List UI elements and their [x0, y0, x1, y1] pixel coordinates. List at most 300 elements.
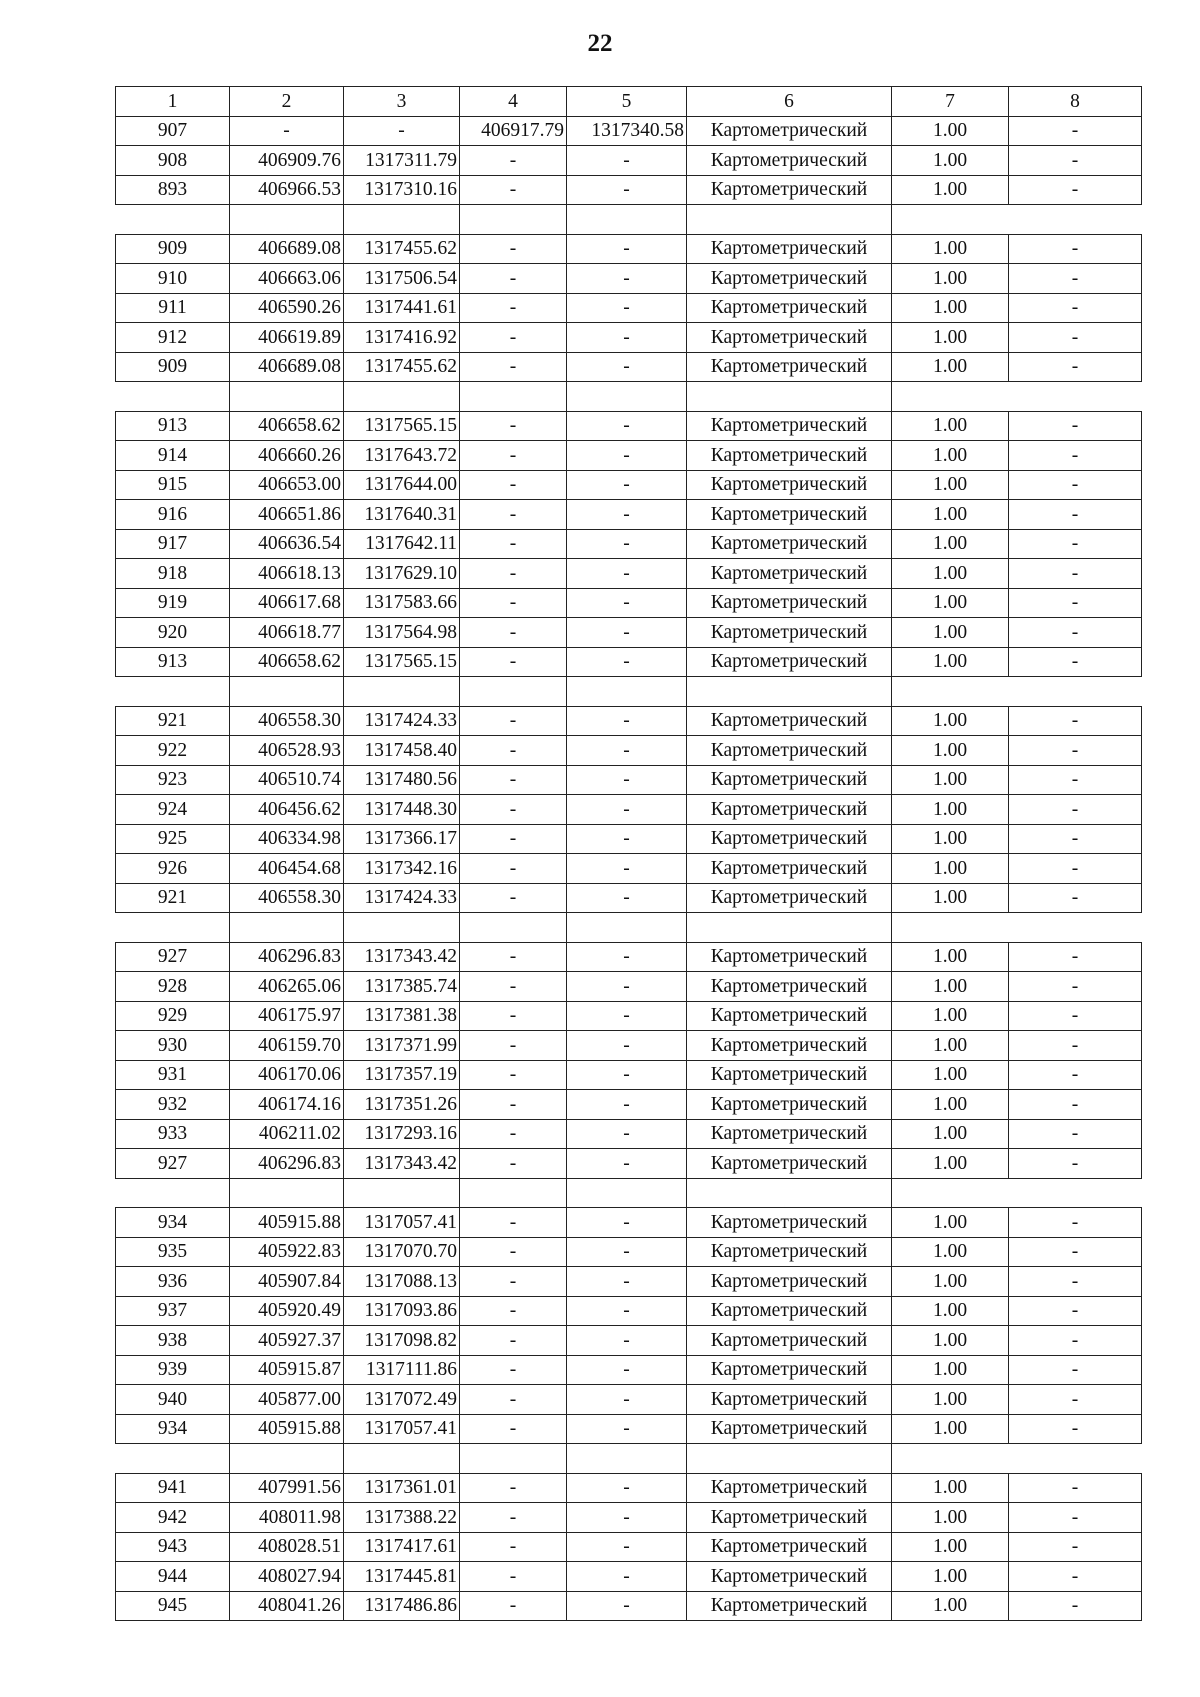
empty-cell	[460, 1444, 567, 1474]
table-cell: Картометрический	[687, 1562, 892, 1592]
table-cell: -	[1009, 411, 1142, 441]
table-cell: -	[567, 1060, 687, 1090]
table-header-row	[116, 87, 1142, 117]
table-cell: -	[567, 618, 687, 648]
table-row	[116, 1355, 1142, 1385]
table-cell: -	[1009, 500, 1142, 530]
table-cell: -	[567, 795, 687, 825]
table-cell: 1317342.16	[344, 854, 460, 884]
table-cell: 1317357.19	[344, 1060, 460, 1090]
table-cell: 406618.77	[230, 618, 344, 648]
table-cell: 893	[116, 175, 230, 205]
table-cell: -	[1009, 1473, 1142, 1503]
table-cell: 1.00	[892, 1149, 1009, 1179]
table-cell: 1317565.15	[344, 411, 460, 441]
empty-cell	[687, 913, 892, 943]
table-cell: 1.00	[892, 765, 1009, 795]
table-row	[116, 146, 1142, 176]
table-cell: -	[460, 234, 567, 264]
table-cell: -	[460, 352, 567, 382]
empty-cell	[687, 382, 892, 412]
separator-row	[116, 1444, 1142, 1474]
table-cell: -	[567, 352, 687, 382]
table-cell: Картометрический	[687, 1149, 892, 1179]
table-cell: -	[460, 1503, 567, 1533]
empty-cell	[460, 677, 567, 707]
table-cell: 1.00	[892, 441, 1009, 471]
empty-cell	[687, 1444, 892, 1474]
table-cell: Картометрический	[687, 1326, 892, 1356]
table-cell: 406170.06	[230, 1060, 344, 1090]
table-cell: 1.00	[892, 1001, 1009, 1031]
empty-cell	[892, 205, 1009, 235]
table-row	[116, 1326, 1142, 1356]
table-cell: -	[567, 529, 687, 559]
table-cell: 918	[116, 559, 230, 589]
table-cell: -	[567, 323, 687, 353]
column-header: 5	[567, 87, 687, 117]
table-row	[116, 411, 1142, 441]
table-cell: -	[567, 1326, 687, 1356]
table-cell: 1317564.98	[344, 618, 460, 648]
empty-cell	[344, 1444, 460, 1474]
table-cell: 405907.84	[230, 1267, 344, 1297]
table-cell: 407991.56	[230, 1473, 344, 1503]
empty-cell	[567, 205, 687, 235]
table-cell: 1317455.62	[344, 352, 460, 382]
table-cell: Картометрический	[687, 470, 892, 500]
table-row	[116, 618, 1142, 648]
table-cell: -	[460, 854, 567, 884]
table-cell: 408028.51	[230, 1532, 344, 1562]
separator-row	[116, 913, 1142, 943]
column-header: 4	[460, 87, 567, 117]
table-cell: 406590.26	[230, 293, 344, 323]
table-cell: Картометрический	[687, 854, 892, 884]
table-row	[116, 1385, 1142, 1415]
empty-cell	[1009, 1444, 1142, 1474]
table-cell: 913	[116, 647, 230, 677]
table-cell: 406658.62	[230, 647, 344, 677]
table-cell: 1317098.82	[344, 1326, 460, 1356]
table-cell: 1.00	[892, 795, 1009, 825]
table-cell: Картометрический	[687, 529, 892, 559]
table-row	[116, 1296, 1142, 1326]
table-cell: 1.00	[892, 824, 1009, 854]
table-cell: 1317455.62	[344, 234, 460, 264]
table-cell: -	[567, 234, 687, 264]
table-cell: -	[567, 942, 687, 972]
table-row	[116, 1591, 1142, 1621]
table-cell: Картометрический	[687, 146, 892, 176]
table-cell: 1317311.79	[344, 146, 460, 176]
table-cell: -	[1009, 264, 1142, 294]
table-row	[116, 972, 1142, 1002]
table-cell: -	[1009, 175, 1142, 205]
table-cell: Картометрический	[687, 1473, 892, 1503]
empty-cell	[567, 913, 687, 943]
table-cell: 1.00	[892, 1355, 1009, 1385]
table-cell: 933	[116, 1119, 230, 1149]
table-cell: -	[567, 647, 687, 677]
table-cell: -	[460, 1326, 567, 1356]
table-cell: 931	[116, 1060, 230, 1090]
table-cell: -	[1009, 441, 1142, 471]
table-cell: -	[460, 1473, 567, 1503]
table-cell: 1.00	[892, 264, 1009, 294]
table-cell: Картометрический	[687, 323, 892, 353]
table-cell: -	[460, 1031, 567, 1061]
empty-cell	[344, 677, 460, 707]
table-cell: 941	[116, 1473, 230, 1503]
table-cell: 1317070.70	[344, 1237, 460, 1267]
table-cell: 406528.93	[230, 736, 344, 766]
table-row	[116, 854, 1142, 884]
table-row	[116, 116, 1142, 146]
table-cell: 1317340.58	[567, 116, 687, 146]
table-cell: Картометрический	[687, 795, 892, 825]
table-cell: -	[460, 1119, 567, 1149]
table-cell: 1.00	[892, 293, 1009, 323]
table-cell: -	[1009, 706, 1142, 736]
table-cell: 1317629.10	[344, 559, 460, 589]
empty-cell	[230, 677, 344, 707]
column-header: 2	[230, 87, 344, 117]
table-row	[116, 1208, 1142, 1238]
table-cell: 1317366.17	[344, 824, 460, 854]
table-cell: Картометрический	[687, 1414, 892, 1444]
table-row	[116, 1090, 1142, 1120]
table-cell: 408041.26	[230, 1591, 344, 1621]
table-cell: 406660.26	[230, 441, 344, 471]
table-cell: 923	[116, 765, 230, 795]
table-cell: 926	[116, 854, 230, 884]
table-cell: -	[460, 1296, 567, 1326]
table-cell: 908	[116, 146, 230, 176]
table-cell: -	[1009, 824, 1142, 854]
table-cell: 406296.83	[230, 1149, 344, 1179]
table-cell: 937	[116, 1296, 230, 1326]
table-cell: 917	[116, 529, 230, 559]
table-cell: 911	[116, 293, 230, 323]
table-cell: -	[1009, 1031, 1142, 1061]
empty-cell	[567, 677, 687, 707]
table-cell: -	[567, 588, 687, 618]
table-cell: 406265.06	[230, 972, 344, 1002]
table-cell: -	[1009, 1090, 1142, 1120]
table-cell: -	[1009, 765, 1142, 795]
table-row	[116, 765, 1142, 795]
table-cell: Картометрический	[687, 1119, 892, 1149]
table-cell: 1.00	[892, 559, 1009, 589]
table-cell: 1317643.72	[344, 441, 460, 471]
empty-cell	[230, 913, 344, 943]
table-cell: 1317417.61	[344, 1532, 460, 1562]
empty-cell	[460, 382, 567, 412]
table-cell: 1317351.26	[344, 1090, 460, 1120]
table-cell: -	[567, 559, 687, 589]
empty-cell	[344, 1178, 460, 1208]
table-row	[116, 883, 1142, 913]
table-cell: 1317640.31	[344, 500, 460, 530]
table-cell: Картометрический	[687, 647, 892, 677]
table-cell: 406658.62	[230, 411, 344, 441]
table-cell: -	[567, 883, 687, 913]
table-cell: 1.00	[892, 1296, 1009, 1326]
table-cell: -	[460, 323, 567, 353]
table-cell: 1.00	[892, 1267, 1009, 1297]
table-cell: 1317448.30	[344, 795, 460, 825]
table-cell: 909	[116, 234, 230, 264]
table-cell: 406663.06	[230, 264, 344, 294]
column-header: 8	[1009, 87, 1142, 117]
table-row	[116, 1503, 1142, 1533]
table-cell: 406174.16	[230, 1090, 344, 1120]
table-cell: -	[567, 1532, 687, 1562]
empty-cell	[892, 382, 1009, 412]
table-row	[116, 795, 1142, 825]
table-cell: -	[460, 942, 567, 972]
table-cell: -	[460, 824, 567, 854]
table-cell: Картометрический	[687, 441, 892, 471]
table-cell: 1.00	[892, 1326, 1009, 1356]
table-row	[116, 1119, 1142, 1149]
table-cell: 1.00	[892, 706, 1009, 736]
table-cell: -	[567, 1473, 687, 1503]
table-cell: Картометрический	[687, 500, 892, 530]
table-cell: -	[567, 1001, 687, 1031]
table-cell: -	[567, 1149, 687, 1179]
table-cell: 406558.30	[230, 883, 344, 913]
table-cell: 406159.70	[230, 1031, 344, 1061]
table-cell: 1.00	[892, 588, 1009, 618]
table-cell: -	[1009, 1001, 1142, 1031]
table-cell: 1.00	[892, 1031, 1009, 1061]
table-cell: Картометрический	[687, 1355, 892, 1385]
table-cell: -	[460, 1237, 567, 1267]
table-cell: 405922.83	[230, 1237, 344, 1267]
table-cell: -	[1009, 1355, 1142, 1385]
table-cell: Картометрический	[687, 1591, 892, 1621]
table-cell: 913	[116, 411, 230, 441]
table-cell: -	[567, 175, 687, 205]
empty-cell	[892, 1444, 1009, 1474]
table-cell: Картометрический	[687, 1090, 892, 1120]
table-cell: 922	[116, 736, 230, 766]
table-cell: 920	[116, 618, 230, 648]
table-cell: 936	[116, 1267, 230, 1297]
table-cell: -	[1009, 588, 1142, 618]
table-cell: -	[1009, 1503, 1142, 1533]
empty-cell	[116, 1444, 230, 1474]
table-cell: -	[460, 647, 567, 677]
table-cell: 1.00	[892, 146, 1009, 176]
empty-cell	[230, 1178, 344, 1208]
table-cell: -	[567, 1385, 687, 1415]
table-row	[116, 1414, 1142, 1444]
table-cell: -	[1009, 1149, 1142, 1179]
table-cell: Картометрический	[687, 1532, 892, 1562]
table-cell: 938	[116, 1326, 230, 1356]
table-cell: -	[567, 1503, 687, 1533]
table-cell: 405877.00	[230, 1385, 344, 1415]
table-cell: 1.00	[892, 175, 1009, 205]
table-cell: Картометрический	[687, 264, 892, 294]
empty-cell	[892, 1178, 1009, 1208]
table-cell: -	[567, 1296, 687, 1326]
table-cell: 927	[116, 1149, 230, 1179]
coordinates-table	[115, 86, 1142, 1621]
empty-cell	[230, 205, 344, 235]
empty-cell	[116, 1178, 230, 1208]
table-cell: -	[567, 1267, 687, 1297]
table-cell: 408011.98	[230, 1503, 344, 1533]
table-cell: -	[1009, 942, 1142, 972]
empty-cell	[1009, 382, 1142, 412]
table-cell: 1317343.42	[344, 1149, 460, 1179]
table-cell: 1317371.99	[344, 1031, 460, 1061]
table-cell: 1317361.01	[344, 1473, 460, 1503]
empty-cell	[1009, 1178, 1142, 1208]
table-row	[116, 1473, 1142, 1503]
table-cell: 406510.74	[230, 765, 344, 795]
table-cell: 406454.68	[230, 854, 344, 884]
table-cell: -	[1009, 1060, 1142, 1090]
table-cell: Картометрический	[687, 618, 892, 648]
table-cell: 406917.79	[460, 116, 567, 146]
table-cell: 1317644.00	[344, 470, 460, 500]
empty-cell	[567, 1178, 687, 1208]
table-cell: -	[567, 1591, 687, 1621]
table-cell: -	[567, 736, 687, 766]
table-cell: -	[230, 116, 344, 146]
table-row	[116, 647, 1142, 677]
table-cell: 915	[116, 470, 230, 500]
table-cell: 1317565.15	[344, 647, 460, 677]
table-cell: -	[1009, 470, 1142, 500]
table-cell: -	[1009, 736, 1142, 766]
table-cell: 406456.62	[230, 795, 344, 825]
table-cell: -	[460, 1414, 567, 1444]
table-cell: -	[1009, 647, 1142, 677]
table-cell: -	[1009, 618, 1142, 648]
table-cell: -	[1009, 1326, 1142, 1356]
table-cell: 406966.53	[230, 175, 344, 205]
table-cell: 405920.49	[230, 1296, 344, 1326]
table-cell: 930	[116, 1031, 230, 1061]
empty-cell	[687, 205, 892, 235]
table-row	[116, 1267, 1142, 1297]
table-cell: 1317458.40	[344, 736, 460, 766]
table-cell: -	[460, 765, 567, 795]
table-cell: -	[460, 883, 567, 913]
table-cell: 1.00	[892, 500, 1009, 530]
table-cell: 406211.02	[230, 1119, 344, 1149]
table-cell: 406618.13	[230, 559, 344, 589]
table-cell: 1.00	[892, 736, 1009, 766]
table-cell: 1.00	[892, 1532, 1009, 1562]
table-cell: 1317385.74	[344, 972, 460, 1002]
empty-cell	[230, 382, 344, 412]
table-cell: Картометрический	[687, 175, 892, 205]
table-row	[116, 559, 1142, 589]
table-cell: -	[567, 854, 687, 884]
table-cell: -	[460, 1060, 567, 1090]
separator-row	[116, 1178, 1142, 1208]
table-cell: -	[1009, 1208, 1142, 1238]
table-cell: 406653.00	[230, 470, 344, 500]
separator-row	[116, 382, 1142, 412]
table-cell: 406909.76	[230, 146, 344, 176]
table-row	[116, 588, 1142, 618]
table-row	[116, 1031, 1142, 1061]
table-cell: 1.00	[892, 1503, 1009, 1533]
table-cell: -	[1009, 1591, 1142, 1621]
table-cell: -	[460, 441, 567, 471]
table-cell: -	[1009, 1296, 1142, 1326]
table-cell: Картометрический	[687, 559, 892, 589]
table-cell: -	[567, 1031, 687, 1061]
table-cell: Картометрический	[687, 352, 892, 382]
table-cell: -	[460, 264, 567, 294]
table-row	[116, 441, 1142, 471]
table-cell: 943	[116, 1532, 230, 1562]
empty-cell	[116, 677, 230, 707]
table-cell: 1317441.61	[344, 293, 460, 323]
table-cell: -	[1009, 1119, 1142, 1149]
empty-cell	[1009, 677, 1142, 707]
table-cell: -	[460, 1208, 567, 1238]
empty-cell	[687, 1178, 892, 1208]
table-cell: 932	[116, 1090, 230, 1120]
table-cell: 925	[116, 824, 230, 854]
table-row	[116, 500, 1142, 530]
table-row	[116, 1237, 1142, 1267]
table-cell: 1.00	[892, 1591, 1009, 1621]
table-cell: 1317057.41	[344, 1414, 460, 1444]
table-cell: Картометрический	[687, 1237, 892, 1267]
empty-cell	[892, 677, 1009, 707]
table-cell: 927	[116, 942, 230, 972]
table-cell: 1.00	[892, 618, 1009, 648]
table-cell: -	[567, 765, 687, 795]
table-cell: -	[460, 175, 567, 205]
table-cell: -	[460, 1001, 567, 1031]
page-number: 22	[587, 30, 613, 57]
table-cell: 1.00	[892, 1414, 1009, 1444]
table-cell: 1317388.22	[344, 1503, 460, 1533]
table-cell: -	[460, 1090, 567, 1120]
table-cell: Картометрический	[687, 411, 892, 441]
table-cell: 1317583.66	[344, 588, 460, 618]
table-cell: Картометрический	[687, 293, 892, 323]
table-cell: -	[1009, 529, 1142, 559]
table-cell: Картометрический	[687, 972, 892, 1002]
table-cell: Картометрический	[687, 706, 892, 736]
column-header: 6	[687, 87, 892, 117]
empty-cell	[116, 913, 230, 943]
table-cell: -	[460, 411, 567, 441]
table-cell: -	[460, 706, 567, 736]
table-cell: -	[1009, 116, 1142, 146]
table-cell: 405927.37	[230, 1326, 344, 1356]
empty-cell	[460, 913, 567, 943]
table-cell: 1.00	[892, 854, 1009, 884]
empty-cell	[344, 205, 460, 235]
table-cell: -	[567, 972, 687, 1002]
table-row	[116, 529, 1142, 559]
table-cell: -	[1009, 972, 1142, 1002]
